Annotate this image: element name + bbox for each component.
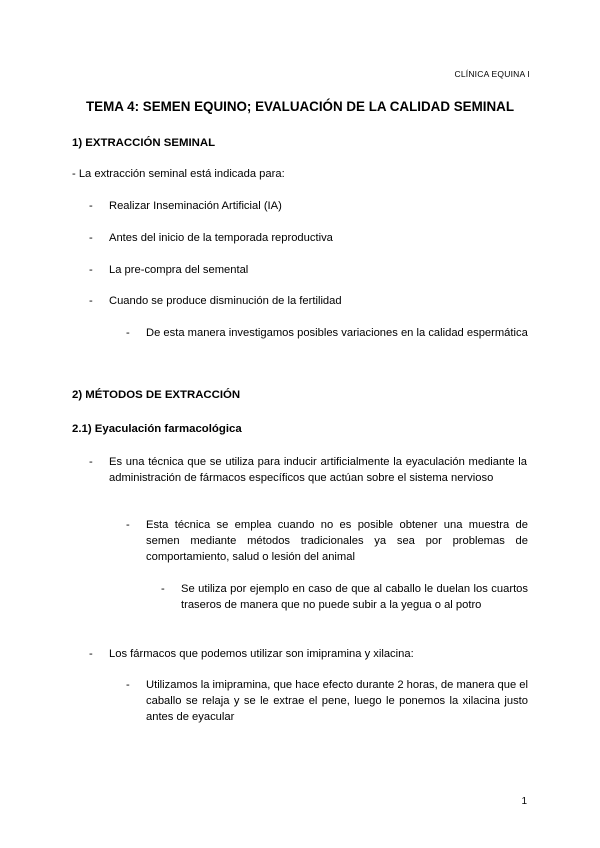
sub-list-item	[126, 325, 528, 341]
section-heading-extraccion: 1) EXTRACCIÓN SEMINAL	[72, 137, 216, 149]
list-item-text: Realizar Inseminación Artificial (IA)	[109, 200, 282, 212]
bullet-dash: -	[89, 200, 93, 212]
list-item-text: Es una técnica que se utiliza para inducir artificialmente la eyaculación mediante la administración de fármacos específicos que actúan sobre el sistema nervioso	[109, 456, 527, 484]
sub-list-item-text: De esta manera investigamos posibles variaciones en la calidad espermática	[146, 327, 528, 339]
list-item	[89, 230, 527, 246]
list-item	[89, 293, 527, 309]
list-item	[89, 454, 527, 486]
bullet-dash: -	[89, 232, 93, 244]
bullet-dash: -	[89, 456, 93, 468]
document-title: TEMA 4: SEMEN EQUINO; EVALUACIÓN DE LA CALIDAD SEMINAL	[85, 99, 514, 114]
list-item-text: La pre-compra del semental	[109, 264, 249, 276]
bullet-dash: -	[126, 519, 130, 531]
bullet-dash: -	[126, 327, 130, 339]
bullet-dash: -	[89, 264, 93, 276]
bullet-dash: -	[126, 679, 130, 691]
list-item	[89, 262, 527, 278]
page-number: 1	[521, 796, 527, 807]
subsection-heading-eyaculacion: 2.1) Eyaculación farmacológica	[72, 423, 242, 435]
sub-list-item-text: Utilizamos la imipramina, que hace efecto durante 2 horas, de manera que el caballo se relaja y se le extrae el pene, luego le ponemos la xilacina justo antes de eyacular	[146, 679, 528, 723]
list-item	[89, 646, 527, 662]
sub-sub-list-item	[161, 581, 528, 613]
section-heading-metodos: 2) MÉTODOS DE EXTRACCIÓN	[72, 389, 241, 401]
list-item	[89, 198, 527, 214]
list-item-text: Cuando se produce disminución de la fertilidad	[109, 295, 342, 307]
bullet-dash: -	[89, 295, 93, 307]
sub-list-item-text: Esta técnica se emplea cuando no es posible obtener una muestra de semen mediante métodos tradicionales ya sea por problemas de comportamiento, salud o lesión del animal	[146, 519, 528, 563]
sub-list-item	[126, 517, 528, 565]
list-item-text: Los fármacos que podemos utilizar son imipramina y xilacina:	[109, 648, 414, 660]
list-item-text: Antes del inicio de la temporada reproductiva	[109, 232, 333, 244]
course-header: CLÍNICA EQUINA I	[454, 69, 530, 79]
sub-list-item	[126, 677, 528, 725]
sub-sub-list-item-text: Se utiliza por ejemplo en caso de que al caballo le duelan los cuartos traseros de manera que no puede subir a la yegua o al potro	[181, 583, 528, 611]
intro-paragraph: - La extracción seminal está indicada para:	[72, 168, 285, 180]
bullet-dash: -	[89, 648, 93, 660]
bullet-dash: -	[161, 583, 165, 595]
